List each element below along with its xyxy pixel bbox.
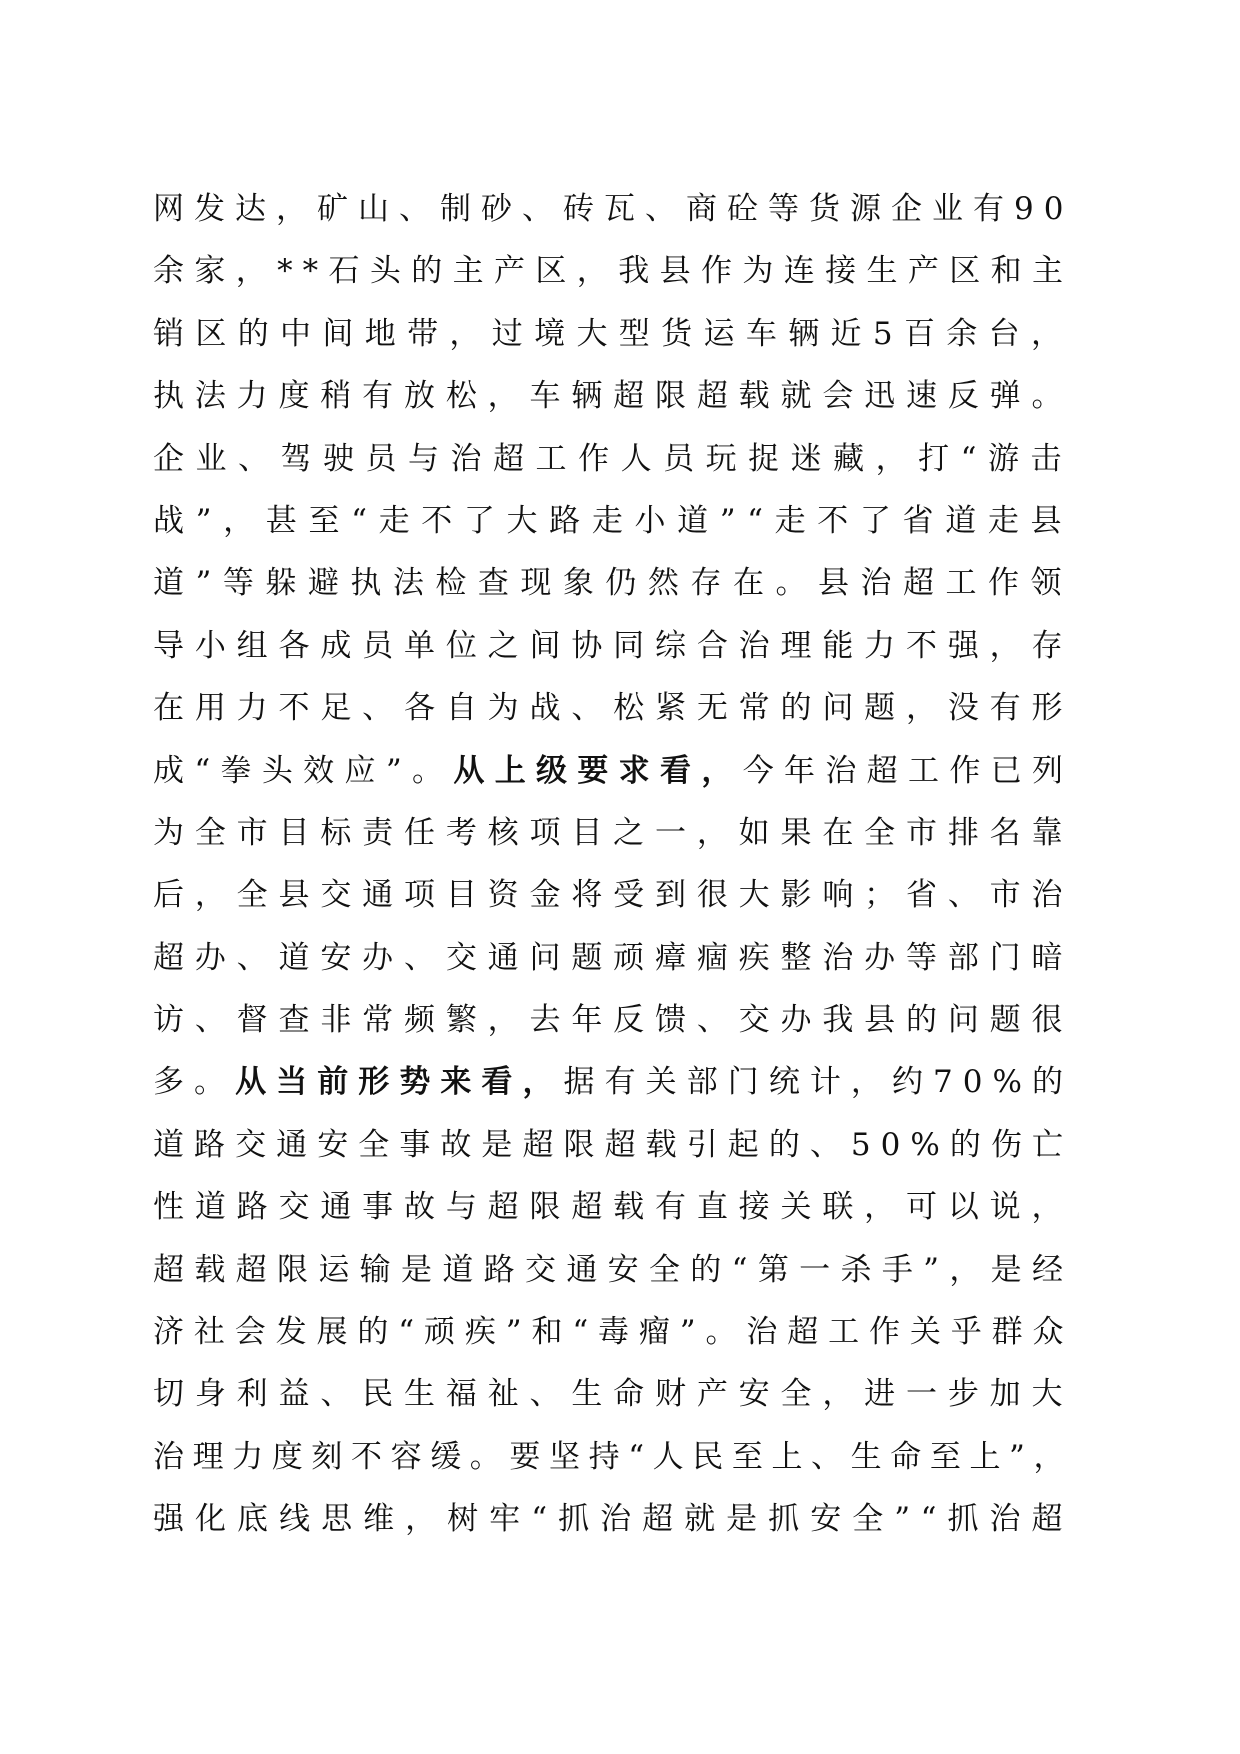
text-line-4 <box>153 365 1073 427</box>
text-line-3 <box>153 303 1073 365</box>
text-run: 今年治超工作已列 <box>742 752 1074 789</box>
text-line-9 <box>153 677 1073 739</box>
text-run: 成“拳头效应”。 <box>153 752 454 789</box>
text-line-21 <box>153 1426 1073 1488</box>
text-line-6 <box>153 490 1073 552</box>
text-line-13 <box>153 927 1073 989</box>
text-run: 超办、道安办、交通问题顽瘴痼疾整治办等部门暗 <box>153 939 1073 976</box>
text-run: 强化底线思维，树牢“抓治超就是抓安全”“抓治超 <box>153 1501 1073 1538</box>
text-line-22 <box>153 1488 1073 1550</box>
text-run: 道”等躲避执法检查现象仍然存在。县治超工作领 <box>153 565 1073 602</box>
text-line-17 <box>153 1176 1073 1238</box>
text-run: 执法力度稍有放松，车辆超限超载就会迅速反弹。 <box>153 378 1073 415</box>
text-run: 性道路交通事故与超限超载有直接关联，可以说， <box>153 1189 1073 1226</box>
text-run: 在用力不足、各自为战、松紧无常的问题，没有形 <box>153 690 1073 727</box>
text-run: 销区的中间地带，过境大型货运车辆近5百余台， <box>153 315 1073 352</box>
text-line-10 <box>153 740 1073 802</box>
body-text <box>153 178 1073 1551</box>
text-run: 多。 <box>153 1064 236 1101</box>
text-line-18 <box>153 1239 1073 1301</box>
text-run: 企业、驾驶员与治超工作人员玩捉迷藏，打“游击 <box>153 440 1073 477</box>
text-line-5 <box>153 428 1073 490</box>
text-line-14 <box>153 989 1073 1051</box>
text-run: 治理力度刻不容缓。要坚持“人民至上、生命至上”， <box>153 1438 1073 1475</box>
text-run: 道路交通安全事故是超限超载引起的、50%的伤亡 <box>153 1126 1073 1163</box>
text-line-16 <box>153 1114 1073 1176</box>
text-line-19 <box>153 1301 1073 1363</box>
text-line-12 <box>153 864 1073 926</box>
text-run: 据有关部门统计，约70%的 <box>563 1064 1073 1101</box>
text-run: 切身利益、民生福祉、生命财产安全，进一步加大 <box>153 1376 1073 1413</box>
text-run: 后，全县交通项目资金将受到很大影响；省、市治 <box>153 877 1073 914</box>
text-line-2 <box>153 240 1073 302</box>
text-run: 网发达，矿山、制砂、砖瓦、商砼等货源企业有90 <box>153 191 1074 227</box>
text-line-7 <box>153 552 1073 614</box>
text-run: 余家，**石头的主产区，我县作为连接生产区和主 <box>153 253 1073 290</box>
text-line-1 <box>153 178 1073 240</box>
text-run: 为全市目标责任考核项目之一，如果在全市排名靠 <box>153 814 1073 851</box>
text-run: 济社会发展的“顽疾”和“毒瘤”。治超工作关乎群众 <box>153 1314 1073 1351</box>
bold-heading-run: 从当前形势来看， <box>235 1064 564 1101</box>
text-run: 导小组各成员单位之间协同综合治理能力不强，存 <box>153 627 1073 664</box>
text-line-8 <box>153 615 1073 677</box>
bold-heading-run: 从上级要求看， <box>453 752 743 789</box>
text-run: 超载超限运输是道路交通安全的“第一杀手”，是经 <box>153 1251 1073 1288</box>
text-line-11 <box>153 802 1073 864</box>
text-run: 访、督查非常频繁，去年反馈、交办我县的问题很 <box>153 1002 1073 1039</box>
text-line-15 <box>153 1051 1073 1113</box>
text-line-20 <box>153 1363 1073 1425</box>
text-run: 战”，甚至“走不了大路走小道”“走不了省道走县 <box>153 502 1073 539</box>
